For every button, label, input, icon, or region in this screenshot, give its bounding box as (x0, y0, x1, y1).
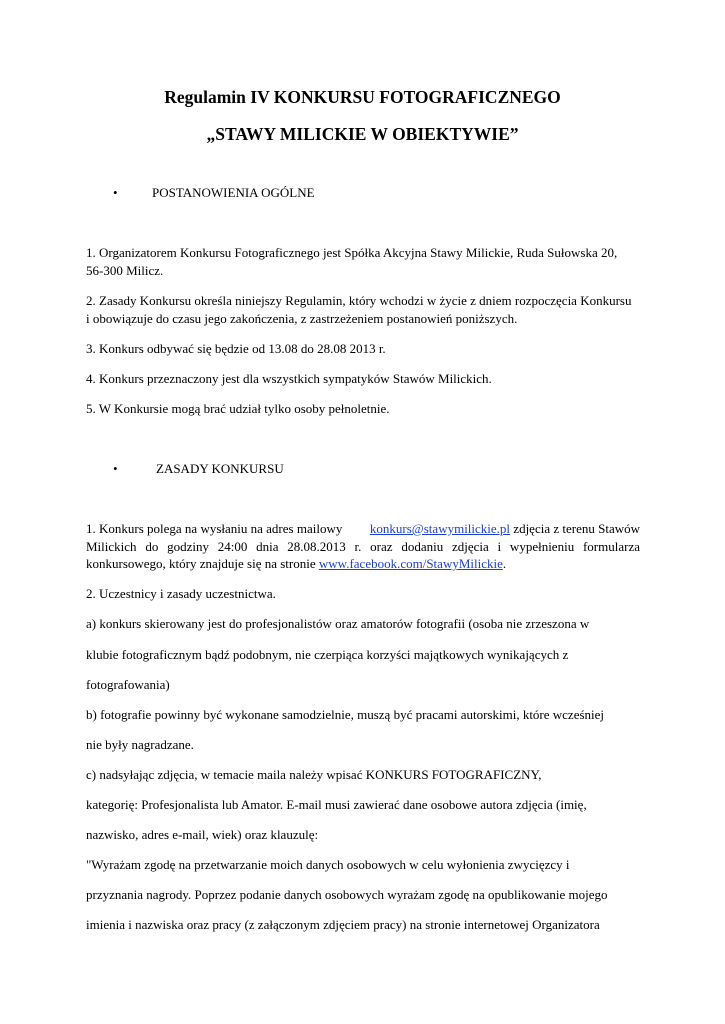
paragraph-3: 3. Konkurs odbywać się będzie od 13.08 do 28.08 2013 r. (86, 341, 386, 356)
rules-b-line-1: b) fotografie powinny być wykonane samodzielnie, muszą być pracami autorskimi, które wcześniej (86, 707, 605, 722)
paragraph-1-line-2: 56-300 Milicz. (86, 263, 164, 278)
rules-c-line-2: kategorię: Profesjonalista lub Amator. E-mail musi zawierać dane osobowe autora zdjęcia (imię, (86, 797, 587, 812)
bullet-icon: • (113, 461, 118, 476)
rules-a-line-2: klubie fotograficznym bądź podobnym, nie czerpiąca korzyści majątkowych wynikających z (86, 647, 569, 662)
rules-paragraph-2: 2. Uczestnicy i zasady uczestnictwa. (86, 586, 276, 601)
document-subtitle: „STAWY MILICKIE W OBIEKTYWIE” (206, 124, 519, 144)
document-title: Regulamin IV KONKURSU FOTOGRAFICZNEGO (164, 87, 561, 107)
consent-clause-line-2: przyznania nagrody. Poprzez podanie danych osobowych wyrażam zgodę na opublikowanie mojego (86, 887, 608, 902)
paragraph-4: 4. Konkurs przeznaczony jest dla wszystkich sympatyków Stawów Milickich. (86, 371, 492, 386)
rules-paragraph-1-line-2: Milickich do godziny 24:00 dnia 28.08.2013 r. oraz dodaniu zdjęcia i wypełnieniu formularza (86, 539, 640, 554)
rules-a-line-1: a) konkurs skierowany jest do profesjonalistów oraz amatorów fotografii (osoba nie zrzeszona w (86, 616, 590, 631)
consent-clause-line-3: imienia i nazwiska oraz pracy (z załączonym zdjęciem pracy) na stronie internetowej Organizatora (86, 917, 600, 932)
rules-p1-text-c: konkursowego, który znajduje się na stronie (86, 556, 316, 571)
rules-p1-text-b: zdjęcia z terenu Stawów (513, 521, 640, 536)
rules-c-line-1: c) nadsyłając zdjęcia, w temacie maila należy wpisać KONKURS FOTOGRAFICZNY, (86, 767, 542, 782)
paragraph-5: 5. W Konkursie mogą brać udział tylko osoby pełnoletnie. (86, 401, 390, 416)
consent-clause-line-1: "Wyrażam zgodę na przetwarzanie moich danych osobowych w celu wyłonienia zwycięzcy i (86, 857, 570, 872)
contest-email-link[interactable]: konkurs@stawymilickie.pl (369, 521, 511, 536)
paragraph-2-line-2: i obowiązuje do czasu jego zakończenia, z zastrzeżeniem postanowień poniższych. (86, 311, 518, 326)
facebook-link[interactable]: www.facebook.com/StawyMilickie (318, 556, 503, 571)
paragraph-2-line-1: 2. Zasady Konkursu określa niniejszy Regulamin, który wchodzi w życie z dniem rozpoczęcia Konkursu (86, 293, 632, 308)
rules-p1-text-d: . (502, 556, 507, 571)
section-heading-rules: ZASADY KONKURSU (156, 461, 284, 476)
rules-c-line-3: nazwisko, adres e-mail, wiek) oraz klauzulę: (86, 827, 319, 842)
rules-paragraph-1-line-1 (86, 521, 640, 537)
paragraph-1-line-1: 1. Organizatorem Konkursu Fotograficznego jest Spółka Akcyjna Stawy Milickie, Ruda Sułowska 20, (86, 245, 618, 260)
rules-paragraph-1-line-3 (86, 556, 506, 572)
section-heading-general: POSTANOWIENIA OGÓLNE (152, 185, 315, 200)
rules-p1-text-a: 1. Konkurs polega na wysłaniu na adres mailowy (86, 521, 343, 536)
rules-a-line-3: fotografowania) (86, 677, 170, 692)
bullet-icon: • (113, 185, 118, 200)
rules-b-line-2: nie były nagradzane. (86, 737, 194, 752)
